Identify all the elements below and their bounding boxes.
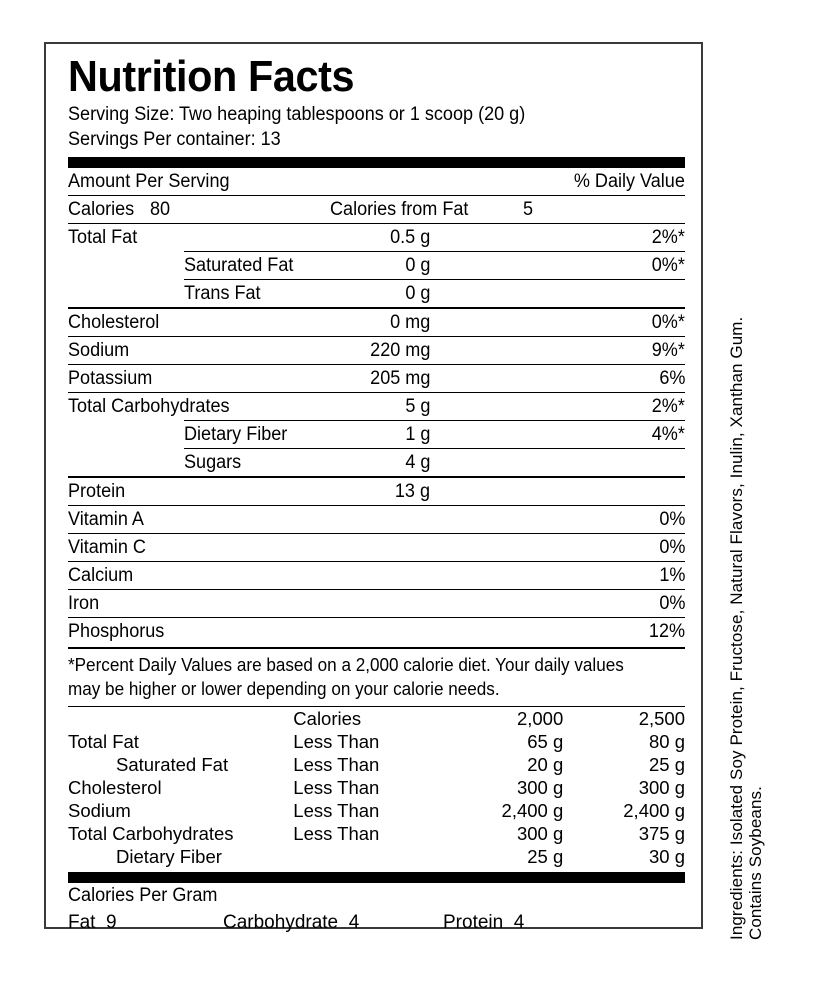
nutrient-name: Cholesterol (68, 312, 160, 333)
dv-row-label (68, 845, 293, 868)
vitamin-daily-value: 0% (658, 593, 685, 614)
dv-row-qualifier: Less Than (293, 800, 380, 821)
nutrient-name: Sugars (184, 452, 242, 473)
nutrient-amount: 205 mg (369, 368, 430, 389)
daily-value-label: % Daily Value (573, 171, 685, 192)
nutrient-row (68, 224, 685, 251)
cpg-carb-label: Carbohydrate (223, 912, 339, 933)
footnote-line-1: *Percent Daily Values are based on a 2,000 calorie diet. Your daily values (68, 655, 624, 675)
calories-label: Calories (68, 199, 135, 220)
vitamin-row (68, 506, 685, 533)
footnote-line-2: may be higher or lower depending on your calorie needs. (68, 679, 500, 699)
dv-row-value-2500: 375 g (638, 823, 685, 844)
calories-from-fat-value: 5 (523, 199, 534, 220)
nutrient-amount: 0 g (404, 255, 430, 276)
nutrient-name: Trans Fat (184, 283, 261, 304)
vitamin-list (68, 506, 685, 645)
dv-row-label (68, 799, 293, 822)
table-row (68, 730, 685, 753)
ingredients-line-1: Ingredients: Isolated Soy Protein, Fructose, Natural Flavors, Inulin, Xanthan Gum. (727, 316, 746, 940)
nutrition-facts-panel (44, 42, 703, 933)
calories-per-gram-title: Calories Per Gram (68, 885, 218, 906)
nutrient-amount: 13 g (394, 481, 430, 502)
table-row (68, 776, 685, 799)
divider-thick-top (68, 157, 685, 168)
nutrient-row (68, 280, 685, 307)
dv-row-label-text: Total Fat (68, 731, 139, 752)
table-row (68, 707, 685, 730)
dv-row-value-2500: 25 g (648, 754, 685, 775)
amount-per-serving-header-row (68, 168, 685, 195)
vitamin-name: Phosphorus (68, 621, 165, 642)
dv-row-qualifier (293, 845, 446, 868)
dv-row-qualifier: Less Than (293, 823, 380, 844)
vitamin-row (68, 590, 685, 617)
dv-row-value-2500: 2,400 g (623, 800, 685, 821)
vitamin-name: Vitamin A (68, 509, 144, 530)
cpg-protein-value: 4 (513, 912, 525, 933)
nutrient-amount: 4 g (404, 452, 430, 473)
dv-row-label (68, 822, 293, 845)
nutrient-row (68, 421, 685, 448)
table-row (68, 753, 685, 776)
nutrient-daily-value: 6% (658, 368, 685, 389)
dv-row-label (68, 730, 293, 753)
cpg-fat-value: 9 (106, 912, 117, 933)
nutrient-daily-value: 0%* (651, 312, 685, 333)
cpg-protein-label: Protein (443, 912, 504, 933)
nutrient-daily-value: 0%* (651, 255, 685, 276)
page-title: Nutrition Facts (68, 52, 355, 101)
table-row (68, 845, 685, 868)
dv-header-2000: 2,000 (516, 708, 564, 729)
dv-row-value-2000: 300 g (516, 777, 564, 798)
dv-row-value-2000: 65 g (527, 731, 564, 752)
dv-row-value-2500: 300 g (638, 777, 685, 798)
vitamin-daily-value: 0% (658, 537, 685, 558)
nutrient-daily-value: 9%* (651, 340, 685, 361)
nutrient-name: Dietary Fiber (184, 424, 288, 445)
cpg-carbohydrate (223, 909, 359, 936)
nutrient-row (68, 393, 685, 420)
calories-per-gram-row (68, 909, 685, 936)
vitamin-daily-value: 1% (658, 565, 685, 586)
label-content (68, 52, 685, 933)
dv-row-value-2500: 30 g (648, 846, 685, 867)
table-row (68, 799, 685, 822)
vitamin-row (68, 562, 685, 589)
ingredients-block (706, 130, 766, 940)
nutrient-row (68, 478, 685, 505)
nutrient-list (68, 224, 685, 506)
dv-row-qualifier: Less Than (293, 731, 380, 752)
dv-row-qualifier: Less Than (293, 754, 380, 775)
amount-per-serving-label: Amount Per Serving (68, 171, 230, 192)
dv-row-value-2000: 300 g (516, 823, 564, 844)
dv-row-value-2500: 80 g (648, 731, 685, 752)
vitamin-row (68, 534, 685, 561)
nutrient-name: Saturated Fat (184, 255, 294, 276)
dv-row-label (68, 776, 293, 799)
dv-header-blank (68, 707, 293, 730)
divider-thick-bottom (68, 872, 685, 883)
nutrient-name: Protein (68, 481, 126, 502)
nutrient-amount: 0 mg (389, 312, 430, 333)
cpg-fat-label: Fat (68, 912, 96, 933)
cpg-protein (443, 909, 524, 936)
nutrient-daily-value: 2%* (651, 396, 685, 417)
nutrient-name: Total Carbohydrates (68, 396, 230, 417)
dv-row-value-2000: 25 g (527, 846, 564, 867)
nutrient-name: Sodium (68, 340, 130, 361)
vitamin-daily-value: 0% (658, 509, 685, 530)
calories-row (68, 196, 685, 223)
nutrient-amount: 0 g (404, 283, 430, 304)
dv-row-value-2000: 20 g (527, 754, 564, 775)
dv-row-label-text: Total Carbohydrates (68, 823, 234, 844)
calories-from-fat-label: Calories from Fat (330, 199, 469, 220)
nutrient-row (68, 449, 685, 476)
dv-row-value-2000: 2,400 g (501, 800, 564, 821)
nutrient-daily-value: 2%* (651, 227, 685, 248)
vitamin-daily-value: 12% (648, 621, 685, 642)
dv-row-label-text: Sodium (68, 800, 131, 821)
dv-row-label (68, 753, 293, 776)
ingredients-line-2: Contains Soybeans. (746, 786, 765, 940)
nutrient-row (68, 309, 685, 336)
calories-value: 80 (150, 199, 171, 220)
nutrient-amount: 0.5 g (389, 227, 430, 248)
table-row (68, 822, 685, 845)
dv-header-2500: 2,500 (638, 708, 685, 729)
nutrient-name: Total Fat (68, 227, 138, 248)
dv-header-calories: Calories (293, 708, 362, 729)
servings-per-container-line: Servings Per container: 13 (68, 129, 281, 150)
nutrient-row (68, 252, 685, 279)
nutrient-amount: 220 mg (369, 340, 430, 361)
footnote (68, 649, 683, 701)
nutrient-row (68, 337, 685, 364)
daily-values-table (68, 707, 685, 868)
nutrient-daily-value: 4%* (651, 424, 685, 445)
nutrient-name: Potassium (68, 368, 153, 389)
vitamin-row (68, 618, 685, 645)
dv-row-label-text: Cholesterol (68, 777, 162, 798)
cpg-carb-value: 4 (348, 912, 360, 933)
nutrient-row (68, 365, 685, 392)
vitamin-name: Iron (68, 593, 100, 614)
nutrient-amount: 1 g (404, 424, 430, 445)
vitamin-name: Calcium (68, 565, 134, 586)
dv-row-label-text: Dietary Fiber (116, 846, 222, 867)
serving-size-line: Serving Size: Two heaping tablespoons or 1 scoop (20 g) (68, 104, 526, 125)
cpg-fat (68, 909, 117, 936)
dv-row-qualifier: Less Than (293, 777, 380, 798)
dv-row-label-text: Saturated Fat (116, 754, 229, 775)
nutrient-amount: 5 g (404, 396, 430, 417)
vitamin-name: Vitamin C (68, 537, 146, 558)
